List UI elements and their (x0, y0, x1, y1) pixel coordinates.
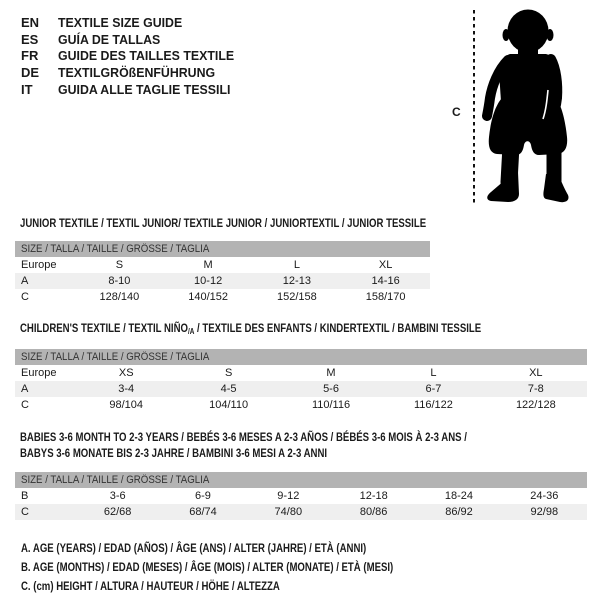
footnote-b-text: B. AGE (MONTHS) / EDAD (MESES) / ÂGE (MOIS) / ALTER (MONATE) / ETÀ (MESI) (21, 560, 394, 574)
height-cell: 140/152 (188, 291, 228, 303)
language-header-list (21, 14, 243, 97)
age-cell: 14-16 (371, 275, 400, 287)
junior-size-table (15, 241, 430, 305)
age-cell: 8-10 (108, 275, 131, 287)
language-row-fr (21, 47, 243, 64)
size-cell: S (224, 367, 233, 379)
months-cell: 24-36 (530, 490, 559, 502)
table-row-age (15, 273, 430, 289)
table-row-height (15, 289, 430, 305)
row-label: C (21, 506, 29, 518)
height-cell: 74/80 (274, 506, 303, 518)
language-code: ES (21, 31, 39, 47)
babies-title-line1: BABIES 3-6 MONTH TO 2-3 YEARS / BEBÉS 3-6 MESES A 2-3 AÑOS / BÉBÉS 3-6 MOIS À 2-3 ANS / (20, 430, 467, 444)
age-cell: 5-6 (323, 383, 339, 395)
baby-silhouette-image (480, 6, 575, 205)
language-title: TEXTILE SIZE GUIDE (58, 14, 183, 30)
age-cell: 7-8 (527, 383, 544, 395)
table-row-months (15, 488, 587, 504)
age-cell: 10-12 (194, 275, 223, 287)
footnote-a-text: A. AGE (YEARS) / EDAD (AÑOS) / ÂGE (ANS) / ALTER (JAHRE) / ETÀ (ANNI) (21, 541, 367, 555)
size-cell: XS (118, 367, 134, 379)
language-row-it (21, 81, 243, 98)
language-row-en (21, 14, 243, 31)
size-header-label: SIZE / TALLA / TAILLE / GRÖSSE / TAGLIA (21, 474, 210, 486)
children-table-title-text (20, 320, 481, 340)
table-row-age (15, 381, 587, 397)
size-header-bar (15, 241, 430, 257)
footnotes-block (21, 539, 486, 596)
height-cell: 122/128 (515, 399, 556, 411)
size-header-bar (15, 349, 587, 365)
height-cell: 92/98 (530, 506, 559, 518)
babies-table-title (20, 429, 579, 461)
size-cell: S (115, 259, 124, 271)
height-measure-label: C (452, 105, 461, 119)
language-title: GUIDA ALLE TAGLIE TESSILI (58, 81, 231, 97)
height-cell: 62/68 (103, 506, 132, 518)
months-cell: 9-12 (277, 490, 300, 502)
title-pre: CHILDREN'S TEXTILE / TEXTIL NIÑO (20, 321, 188, 335)
months-cell: 3-6 (109, 490, 126, 502)
table-row-height (15, 504, 587, 520)
height-cell: 110/116 (311, 399, 351, 411)
title-post: / TEXTILE DES ENFANTS / KINDERTEXTIL / BAMBINI TESSILE (194, 321, 482, 335)
table-row-europe (15, 257, 430, 273)
row-label: C (21, 291, 29, 303)
footnote-c (21, 577, 486, 596)
junior-table-title (20, 215, 528, 231)
language-title: GUIDE DES TAILLES TEXTILE (58, 48, 235, 64)
language-code: IT (21, 81, 33, 97)
language-code: EN (21, 14, 40, 30)
table-row-height (15, 397, 587, 413)
children-size-table (15, 349, 587, 413)
height-cell: 68/74 (189, 506, 217, 518)
row-label: Europe (21, 259, 57, 271)
height-cell: 104/110 (209, 399, 249, 411)
height-cell: 152/158 (276, 291, 317, 303)
row-label: A (21, 383, 29, 395)
size-cell: L (293, 259, 300, 271)
language-code: FR (21, 48, 39, 64)
footnote-c-text: C. (cm) HEIGHT / ALTURA / HAUTEUR / HÖHE / ALTEZZA (21, 579, 280, 593)
size-cell: XL (378, 259, 393, 271)
junior-table-title-text: JUNIOR TEXTILE / TEXTIL JUNIOR/ TEXTILE JUNIOR / JUNIORTEXTIL / JUNIOR TESSILE (20, 216, 427, 230)
babies-title-line2: BABYS 3-6 MONATE BIS 2-3 JAHRE / BAMBINI 3-6 MESI A 2-3 ANNI (20, 446, 328, 460)
language-row-de (21, 64, 243, 81)
row-label: B (21, 490, 29, 502)
months-cell: 6-9 (195, 490, 211, 502)
footnote-b (21, 558, 486, 577)
height-cell: 116/122 (413, 399, 453, 411)
size-header-label: SIZE / TALLA / TAILLE / GRÖSSE / TAGLIA (21, 351, 210, 363)
row-label: Europe (21, 367, 57, 379)
height-cell: 128/140 (99, 291, 140, 303)
size-cell: L (430, 367, 437, 379)
language-title: GUÍA DE TALLAS (58, 31, 161, 47)
size-cell: XL (529, 367, 543, 379)
height-cell: 158/170 (365, 291, 406, 303)
row-label: A (21, 275, 29, 287)
language-title: TEXTILGRÖßENFÜHRUNG (58, 64, 216, 80)
height-cell: 80/86 (359, 506, 388, 518)
size-header-label: SIZE / TALLA / TAILLE / GRÖSSE / TAGLIA (21, 243, 210, 255)
age-cell: 4-5 (220, 383, 237, 395)
footnote-a (21, 539, 486, 558)
age-cell: 6-7 (425, 383, 442, 395)
height-cell: 86/92 (445, 506, 473, 518)
size-cell: M (326, 367, 336, 379)
size-header-bar (15, 472, 587, 488)
height-dashed-line (473, 10, 475, 206)
size-cell: M (203, 259, 213, 271)
height-cell: 98/104 (109, 399, 144, 411)
children-table-title (20, 320, 596, 340)
table-row-europe (15, 365, 587, 381)
title-subscript: /A (187, 327, 195, 336)
age-cell: 3-4 (118, 383, 135, 395)
language-code: DE (21, 64, 40, 80)
months-cell: 18-24 (444, 490, 474, 502)
age-cell: 12-13 (282, 275, 311, 287)
row-label: C (21, 399, 29, 411)
language-row-es (21, 31, 243, 48)
babies-size-table (15, 472, 587, 520)
months-cell: 12-18 (359, 490, 388, 502)
